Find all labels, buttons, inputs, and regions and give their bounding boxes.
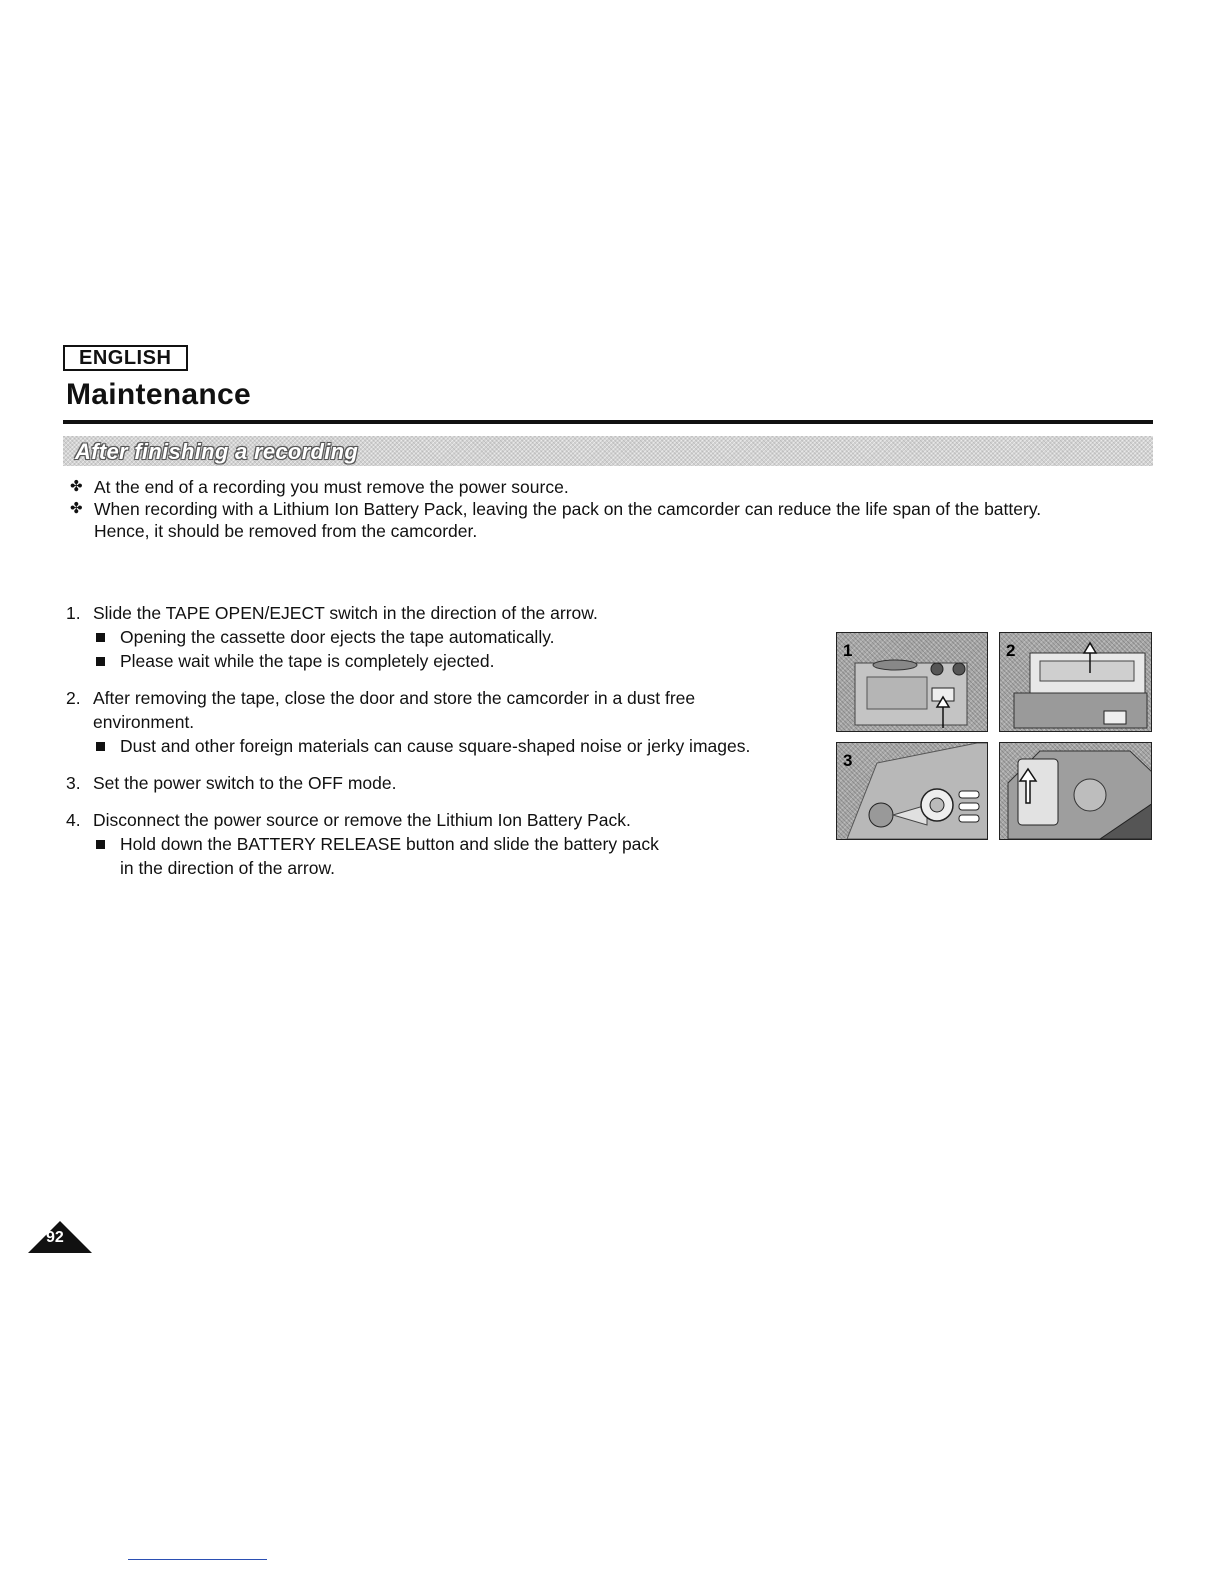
battery-removal-illustration: [1000, 743, 1152, 840]
figure-number: 2: [1006, 641, 1016, 660]
step-number: 4.: [66, 810, 81, 830]
page-title: Maintenance: [66, 378, 252, 411]
step-4: [66, 808, 826, 880]
section-heading: After finishing a recording: [75, 439, 359, 464]
footer-rule: [128, 1559, 267, 1560]
intro-line: At the end of a recording you must remove the power source.: [94, 477, 569, 497]
figure-panel-3: [836, 742, 988, 840]
page-number: 92: [46, 1229, 64, 1246]
sub-text: Hold down the BATTERY RELEASE button and slide the battery pack: [120, 834, 659, 854]
step-text: Disconnect the power source or remove the Lithium Ion Battery Pack.: [93, 810, 631, 830]
figure-number: 1: [843, 641, 853, 660]
figure-number: 3: [843, 751, 853, 770]
step-sub-item: [93, 734, 826, 758]
ornament-bullet-icon: ✤: [70, 478, 83, 495]
section-heading-bar: [63, 436, 1153, 466]
square-bullet-icon: [96, 742, 105, 751]
intro-item: [70, 498, 1160, 542]
step-number: 3.: [66, 773, 81, 793]
step-text: environment.: [93, 712, 195, 732]
step-3: [66, 771, 826, 795]
step-number: 1.: [66, 603, 81, 623]
title-divider: [63, 420, 1153, 424]
square-bullet-icon: [96, 840, 105, 849]
page-number-badge: [28, 1221, 92, 1253]
square-bullet-icon: [96, 657, 105, 666]
step-2: [66, 686, 826, 758]
close-door-illustration: [1000, 633, 1152, 732]
sub-text: in the direction of the arrow.: [120, 858, 335, 878]
square-bullet-icon: [96, 633, 105, 642]
figure-panel-1: [836, 632, 988, 732]
intro-item: [70, 476, 1160, 498]
step-sub-item: [93, 625, 826, 649]
steps-list: [66, 601, 826, 893]
step-text: After removing the tape, close the door and store the camcorder in a dust free: [93, 688, 696, 708]
power-switch-illustration: [837, 743, 988, 840]
step-text: Set the power switch to the OFF mode.: [93, 773, 397, 793]
sub-text: Opening the cassette door ejects the tape automatically.: [120, 627, 555, 647]
sub-text: Please wait while the tape is completely ejected.: [120, 651, 495, 671]
step-1: [66, 601, 826, 673]
step-text: Slide the TAPE OPEN/EJECT switch in the direction of the arrow.: [93, 603, 598, 623]
step-sub-item: [93, 649, 826, 673]
intro-line: When recording with a Lithium Ion Battery Pack, leaving the pack on the camcorder can reduce the life span of the battery.: [94, 499, 1042, 519]
tape-eject-illustration: [837, 633, 988, 732]
step-sub-item: [93, 832, 826, 880]
ornament-bullet-icon: ✤: [70, 500, 83, 517]
intro-line: Hence, it should be removed from the camcorder.: [94, 521, 478, 541]
sub-text: Dust and other foreign materials can cause square-shaped noise or jerky images.: [120, 736, 751, 756]
intro-list: [70, 476, 1160, 542]
step-number: 2.: [66, 688, 81, 708]
language-tag: ENGLISH: [63, 345, 188, 371]
figure-panel-4: [999, 742, 1152, 840]
figure-panel-2: [999, 632, 1152, 732]
